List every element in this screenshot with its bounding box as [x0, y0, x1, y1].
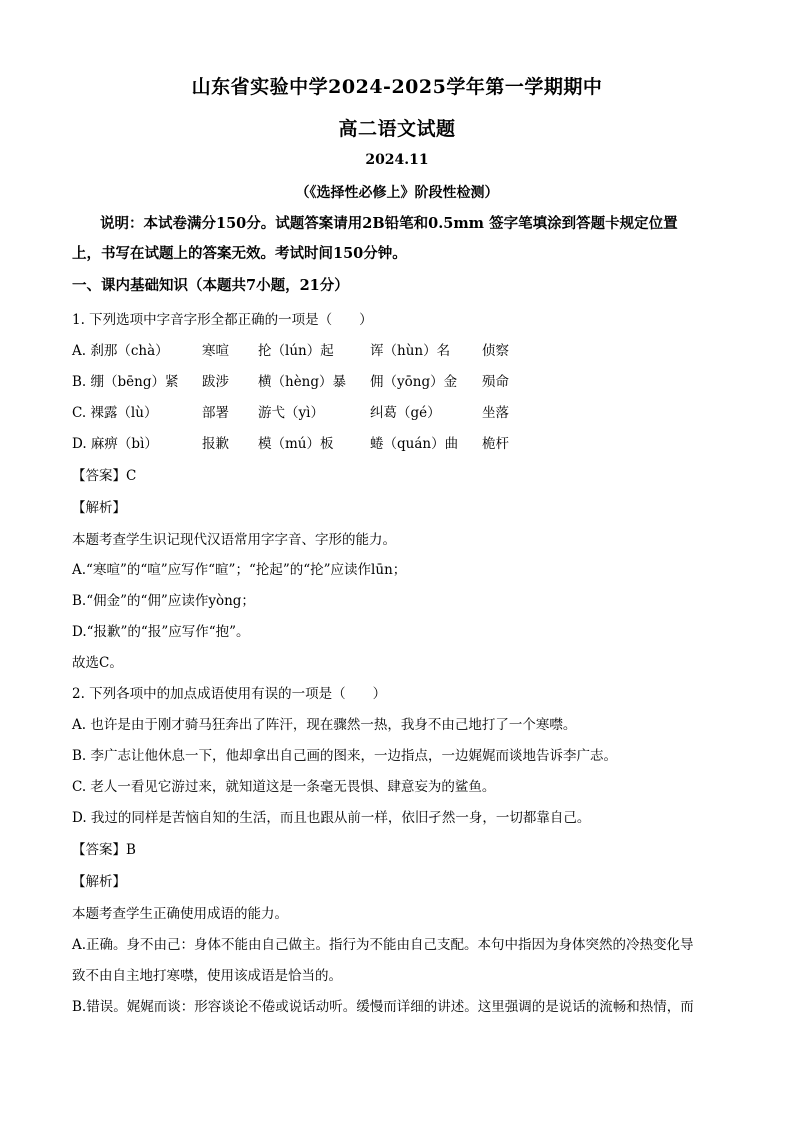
question-2-stem: 2. 下列各项中的加点成语使用有误的一项是（ ） [72, 686, 387, 702]
question-2-option-c: C. 老人一看见它游过来，就知道这是一条毫无畏惧、肆意妄为的鲨鱼。 [72, 779, 496, 795]
exam-title: 山东省实验中学2024-2025学年第一学期期中 [191, 76, 603, 98]
option-word-3: 抡（lún）起 [258, 343, 334, 359]
question-2-analysis-line: 本题考查学生正确使用成语的能力。 [72, 906, 288, 922]
instructions-line-2: 上，书写在试题上的答案无效。考试时间150分钟。 [72, 245, 407, 262]
option-word-2: 部署 [202, 405, 229, 421]
section-heading: 一、课内基础知识（本题共7小题，21分） [72, 277, 349, 294]
exam-scope: （《选择性必修上》阶段性检测） [295, 185, 499, 201]
instructions-line-1: 说明：本试卷满分150分。试题答案请用2B铅笔和0.5mm 签字笔填涂到答题卡规定位置 [100, 215, 678, 232]
option-word-5: 坐落 [482, 405, 509, 421]
option-word-4: 纠葛（gé） [370, 405, 441, 421]
option-word-2: 报歉 [202, 436, 229, 452]
option-label: D. 麻痹（bì） [72, 436, 158, 452]
question-1-analysis-line: A.“寒喧”的“喧”应写作“暄”；“抡起”的“抡”应读作lūn； [72, 562, 407, 578]
option-word-3: 游弋（yì） [258, 405, 324, 421]
option-word-3: 横（hèng）暴 [258, 374, 347, 390]
question-2-answer: 【答案】B [72, 842, 136, 858]
question-2-analysis-line: 致不由自主地打寒噤，使用该成语是恰当的。 [72, 968, 342, 984]
question-2-analysis-label: 【解析】 [72, 874, 126, 890]
option-word-5: 侦察 [482, 343, 509, 359]
question-1-answer: 【答案】C [72, 468, 137, 484]
option-label: C. 裸露（lù） [72, 405, 158, 421]
option-word-4: 佣（yōng）金 [370, 374, 458, 390]
question-1-analysis-line: D.“报歉”的“报”应写作“抱”。 [72, 624, 250, 640]
option-word-2: 跋涉 [202, 374, 229, 390]
option-word-5: 桅杆 [482, 436, 509, 452]
question-2-analysis-line: B.错误。娓娓而谈：形容谈论不倦或说话动听。缓慢而详细的讲述。这里强调的是说话的流畅和热情，而 [72, 999, 694, 1015]
option-label: A. 刹那（chà） [72, 343, 169, 359]
option-word-5: 殒命 [482, 374, 509, 390]
question-1-analysis-label: 【解析】 [72, 500, 126, 516]
option-word-4: 蜷（quán）曲 [370, 436, 459, 452]
option-label: B. 绷（bēng）紧 [72, 374, 179, 390]
question-1-analysis-line: 本题考查学生识记现代汉语常用字字音、字形的能力。 [72, 532, 396, 548]
question-1-analysis-line: B.“佣金”的“佣”应读作yòng； [72, 593, 255, 609]
option-word-2: 寒喧 [202, 343, 229, 359]
question-2-analysis-line: A.正确。身不由己：身体不能由自己做主。指行为不能由自己支配。本句中指因为身体突然的冷热变化导 [72, 937, 694, 953]
question-2-option-b: B. 李广志让他休息一下，他却拿出自己画的图来，一边指点，一边娓娓而谈地告诉李广志。 [72, 748, 618, 764]
option-word-3: 模（mú）板 [258, 436, 334, 452]
option-word-4: 诨（hùn）名 [370, 343, 451, 359]
question-1-analysis-line: 故选C。 [72, 655, 123, 671]
question-2-option-d: D. 我过的同样是苦恼自知的生活，而且也跟从前一样，依旧孑然一身，一切都靠自己。 [72, 810, 591, 826]
question-2-option-a: A. 也许是由于刚才骑马狂奔出了阵汗，现在骤然一热，我身不由己地打了一个寒噤。 [72, 717, 577, 733]
exam-subtitle: 高二语文试题 [338, 118, 456, 140]
exam-date: 2024.11 [365, 152, 429, 168]
question-1-stem: 1. 下列选项中字音字形全都正确的一项是（ ） [72, 312, 373, 328]
